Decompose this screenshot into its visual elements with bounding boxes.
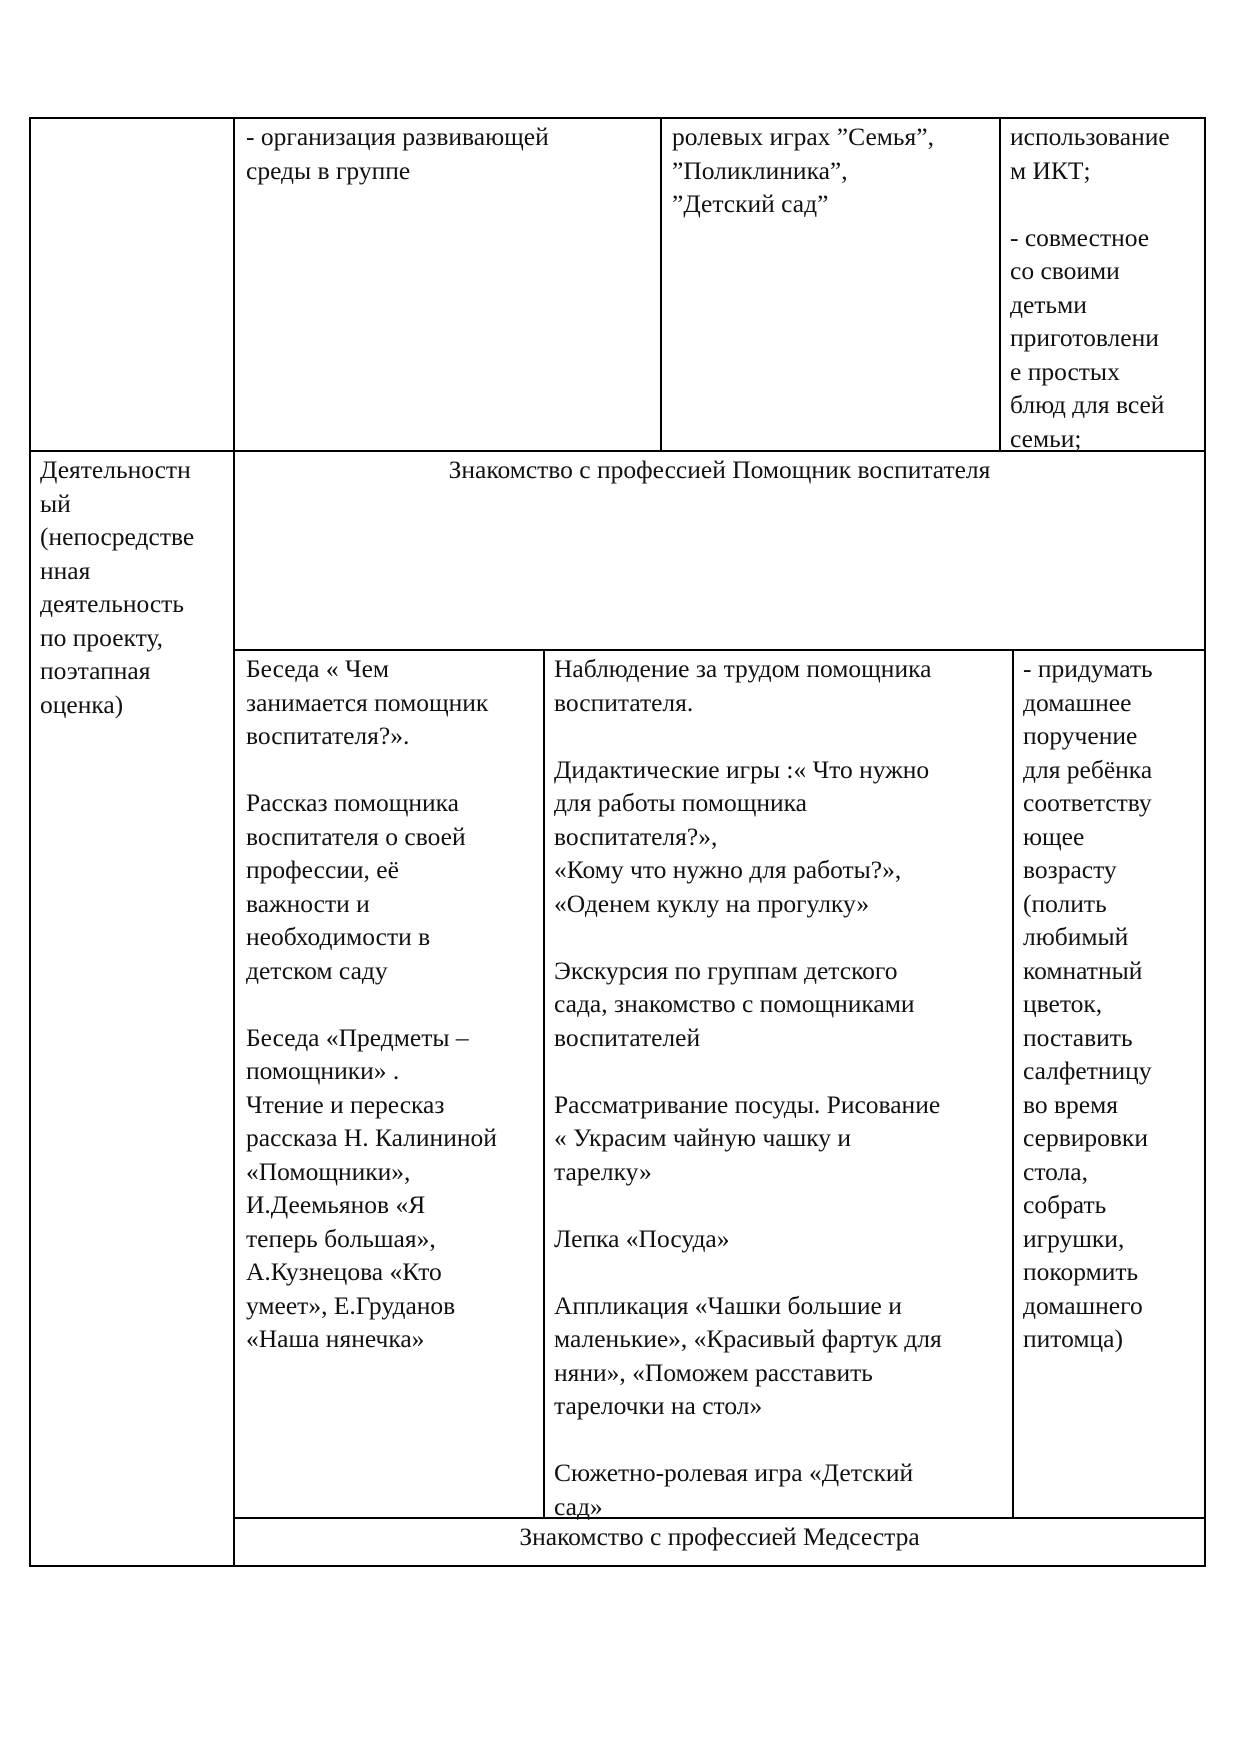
table-border-right — [1204, 117, 1206, 1567]
column-divider-section-a — [543, 649, 545, 1519]
development-environment-text: - организация развивающей среды в группе — [246, 122, 549, 185]
observation-text: Наблюдение за трудом помощника воспитателя. — [554, 654, 932, 717]
table-border-bottom — [29, 1565, 1206, 1567]
role-play-text: Сюжетно-ролевая игра «Детский сад» — [554, 1458, 914, 1521]
row1-col2-cell — [246, 120, 656, 187]
modeling-text: Лепка «Посуда» — [554, 1223, 730, 1253]
section2-title-cell — [235, 1520, 1204, 1554]
stage-label: Деятельностн ый (непосредстве нная деятельность по проекту, поэтапная оценка) — [40, 455, 195, 719]
table-border-left — [29, 117, 31, 1567]
home-task-text: - придумать домашнее поручение для ребёнка соответству ющее возрасту (полить любимый комнатный цветок, поставить салфетницу во время сервировки стола, собрать игрушки, покормить домашнего питомца) — [1023, 654, 1153, 1353]
section1-title-cell — [235, 453, 1204, 487]
drawing-text: Рассматривание посуды. Рисование « Украсим чайную чашку и тарелку» — [554, 1089, 941, 1186]
section1-col-a-cell — [246, 652, 541, 1356]
section1-title: Знакомство с профессией Помощник воспитателя — [448, 455, 991, 484]
stage-label-cell — [40, 453, 230, 721]
row-divider-2 — [233, 649, 1206, 651]
excursion-text: Экскурсия по группам детского сада, знакомство с помощниками воспитателей — [554, 955, 915, 1052]
joint-cooking-text: - совместное со своими детьми приготовлени е простых блюд для всей семьи; — [1010, 222, 1165, 453]
row1-col4-cell — [1010, 120, 1202, 455]
column-divider-row1-b — [999, 117, 1001, 452]
column-divider-section-b — [1012, 649, 1014, 1519]
section2-title: Знакомство с профессией Медсестра — [519, 1522, 920, 1551]
reading-list-text: Беседа «Предметы – помощники» . Чтение и пересказ рассказа Н. Калининой «Помощники», И.Деемьянов «Я теперь большая», А.Кузнецова «Кто умеет», Е.Груданов «Наша нянечка» — [246, 1022, 497, 1353]
role-games-text: ролевых играх ”Семья”, ”Поликлиника”, ”Детский сад” — [672, 122, 934, 218]
section1-col-b-cell — [554, 652, 1010, 1523]
table-border-top — [29, 117, 1206, 119]
column-divider-row1-a — [660, 117, 662, 452]
assistant-story-text: Рассказ помощника воспитателя о своей профессии, её важности и необходимости в детском саду — [246, 788, 466, 985]
column-divider-label — [233, 117, 235, 1567]
ict-usage-text: использование м ИКТ; — [1010, 122, 1170, 185]
conversation-text: Беседа « Чем занимается помощник воспитателя?». — [246, 654, 489, 750]
row1-col3-cell — [672, 120, 997, 221]
didactic-games-text: Дидактические игры :« Что нужно для работы помощника воспитателя?», «Кому что нужно для работы?», «Оденем куклу на прогулку» — [554, 754, 930, 918]
section1-col-c-cell — [1023, 652, 1203, 1356]
applique-text: Аппликация «Чашки большие и маленькие», «Красивый фартук для няни», «Поможем расставить тарелочки на стол» — [554, 1290, 942, 1420]
